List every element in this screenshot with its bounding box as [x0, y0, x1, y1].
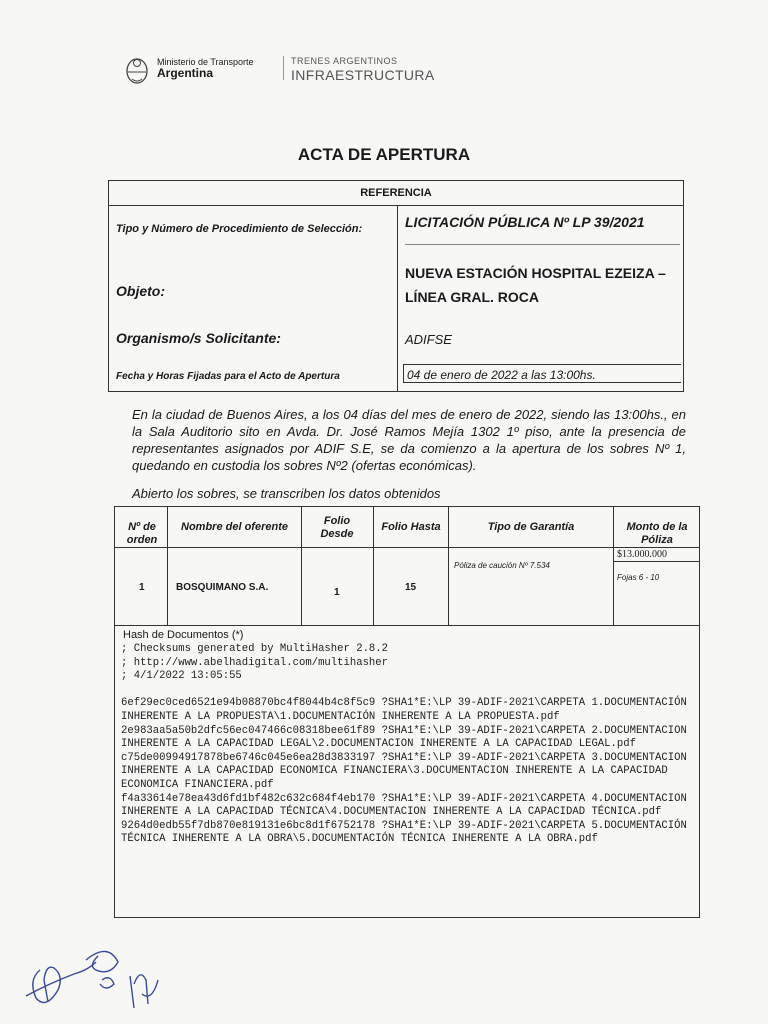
col-folio-from-header: Folio Desde	[320, 515, 354, 540]
procedure-underline	[405, 244, 680, 245]
offer-amount: $13.000.000	[617, 549, 667, 560]
hash-title: Hash de Documentos (*)	[123, 629, 244, 641]
organism-label: Organismo/s Solicitante:	[116, 330, 281, 346]
procedure-label: Tipo y Número de Procedimiento de Selección:	[116, 223, 363, 235]
reference-divider	[397, 206, 398, 391]
offers-table	[114, 506, 700, 918]
offer-folio-from: 1	[334, 587, 340, 598]
col-amount-header: Monto de la Póliza	[626, 521, 688, 546]
offer-pages: Fojas 6 - 10	[617, 573, 660, 582]
date-label: Fecha y Horas Fijadas para el Acto de Apertura	[116, 371, 340, 382]
offer-folio-to: 15	[405, 582, 417, 593]
col-folio-to-header: Folio Hasta	[381, 521, 441, 533]
opening-paragraph: En la ciudad de Buenos Aires, a los 04 días del mes de enero de 2022, siendo las 13:00hs., en la Sala Auditorio sito en Avda. Dr. José Ramos Mejía 1302 1º piso, ante la presencia de representantes asignados por ADIF S.E, se da comienzo a la apertura de los sobres Nº 1, quedando en custodia los sobres Nº2 (ofertas económicas).	[132, 407, 686, 473]
row-divider	[115, 625, 699, 626]
org-big: INFRAESTRUCTURA	[291, 67, 435, 83]
reference-heading: REFERENCIA	[109, 181, 683, 206]
procedure-value: LICITACIÓN PÚBLICA Nº LP 39/2021	[405, 214, 645, 230]
date-value: 04 de enero de 2022 a las 13:00hs.	[403, 364, 681, 383]
argentina-seal-icon	[124, 55, 150, 85]
document-title: ACTA DE APERTURA	[297, 145, 471, 164]
offer-guarantee: Póliza de caución Nº 7.534	[454, 561, 550, 570]
org-small: TRENES ARGENTINOS	[291, 56, 398, 66]
organism-value: ADIFSE	[405, 332, 452, 347]
trenes-logo-text	[291, 56, 435, 83]
header-divider	[115, 547, 699, 548]
ministry-logo-text	[157, 57, 254, 79]
country-name: Argentina	[157, 66, 214, 80]
offer-name: BOSQUIMANO S.A.	[176, 582, 269, 593]
column-divider	[613, 507, 614, 625]
reference-table	[108, 180, 684, 392]
offer-order: 1	[139, 582, 145, 593]
col-name-header: Nombre del oferente	[181, 521, 288, 533]
amount-underline	[613, 561, 699, 562]
object-label: Objeto:	[116, 283, 165, 299]
hash-content: ; Checksums generated by MultiHasher 2.8.2 ; http://www.abelhadigital.com/multihasher ; 4/1/2022 13:05:55 6ef29ec0ced6521e94b08870bc4f8044b4c8f5c9 ?SHA1*E:\LP 39-ADIF-2021\CARPETA 1.DOCUMENTACIÓN INHERENTE A LA PROPUESTA\1.DOCUMENTACIÓN INHERENTE A LA PROPUESTA.pdf 2e983aa5a50b2dfc56ec047466c08318bee61f89 ?SHA1*E:\LP 39-ADIF-2021\CARPETA 2.DOCUMENTACION INHERENTE A LA CAPACIDAD LEGAL\2.DOCUMENTACION INHERENTE A LA CAPACIDAD LEGAL.pdf c75de00994917878be6746c045e6ea28d3833197 ?SHA1*E:\LP 39-ADIF-2021\CARPETA 3.DOCUMENTACION INHERENTE A LA CAPACIDAD ECONOMICA FINANCIERA\3.DOCUMENTACION INHERENTE A LA CAPACIDAD ECONOMICA FINANCIERA.pdf f4a33614e78ea43d6fd1bf482c632c684f4eb170 ?SHA1*E:\LP 39-ADIF-2021\CARPETA 4.DOCUMENTACION INHERENTE A LA CAPACIDAD TÉCNICA\4.DOCUMENTACION INHERENTE A LA CAPACIDAD TÉCNICA.pdf 9264d0edb55f7db870e819131e6bc8d1f6752178 ?SHA1*E:\LP 39-ADIF-2021\CARPETA 5.DOCUMENTACIÓN TÉCNICA INHERENTE A LA OBRA\5.DOCUMENTACIÓN TÉCNICA INHERENTE A LA OBRA.pdf	[121, 643, 687, 846]
ministry-name: Ministerio de Transporte	[157, 57, 254, 67]
column-divider	[301, 507, 302, 625]
handwritten-signatures	[18, 940, 198, 1020]
transcription-intro: Abierto los sobres, se transcriben los datos obtenidos	[132, 486, 441, 501]
header-separator	[283, 56, 284, 80]
col-order-header: Nº de orden	[126, 521, 158, 546]
object-value: NUEVA ESTACIÓN HOSPITAL EZEIZA – LÍNEA GRAL. ROCA	[405, 265, 666, 305]
col-guarantee-header: Tipo de Garantía	[487, 521, 575, 533]
